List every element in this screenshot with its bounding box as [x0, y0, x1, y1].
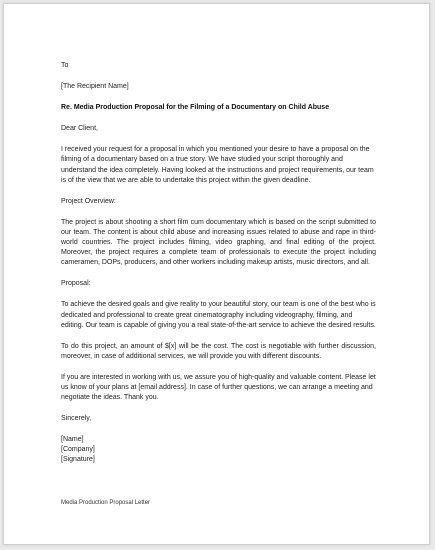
- document-page: [3, 3, 430, 545]
- signoff: Sincerely,: [61, 415, 92, 423]
- sender-company: [Company]: [61, 446, 95, 454]
- sender-signature: [Signature]: [61, 456, 95, 464]
- proposal-paragraph: To achieve the desired goals and give reality to your beautiful story, our team is one of the best who is dedicated and professional to create great cinematography including videography, filming, and editing. Our team is capable of giving you a real state-of-the-art service to achieve the desired results.: [61, 301, 376, 329]
- cost-paragraph: To do this project, an amount of $[x] will be the cost. The cost is negotiable with further discussion, moreover, in case of additional services, we will provide you with different discounts.: [61, 342, 376, 360]
- overview-heading: Project Overview:: [61, 197, 116, 205]
- intro-paragraph: I received your request for a proposal in which you mentioned your desire to have a proposal on the filming of a documentary based on a true story. We have studied your script thoroughly and understand the idea completely. Having looked at the instructions and project requirements, our team is of the view that we are able to undertake this project within the given deadline.: [61, 146, 374, 184]
- recipient-name: [The Recipient Name]: [61, 83, 129, 91]
- closing-paragraph: If you are interested in working with us, we assure you of high-quality and valuable content. Please let us know of your plans at [email address]. In case of further questions, we can arrange a meeting and negotiate the ideas. Thank you.: [61, 373, 376, 402]
- page-footer: Media Production Proposal Letter: [61, 500, 151, 506]
- salutation: Dear Client,: [61, 125, 98, 133]
- sender-name: [Name]: [61, 436, 84, 444]
- to-line: To: [61, 62, 69, 69]
- subject-line: Re. Media Production Proposal for the Filming of a Documentary on Child Abuse: [61, 104, 330, 112]
- letter-body: [61, 61, 376, 466]
- overview-paragraph: The project is about shooting a short film cum documentary which is based on the script submitted to our team. The content is about child abuse and increasing issues related to abuse and rape in third-world countries. The project includes filming, video graphing, and final editing of the project. Moreover, the project requires a complete team of professionals to execute the project including cameramen, DOPs, producers, and other workers including makeup artists, music directors, and all.: [61, 218, 376, 267]
- proposal-heading: Proposal:: [61, 280, 91, 288]
